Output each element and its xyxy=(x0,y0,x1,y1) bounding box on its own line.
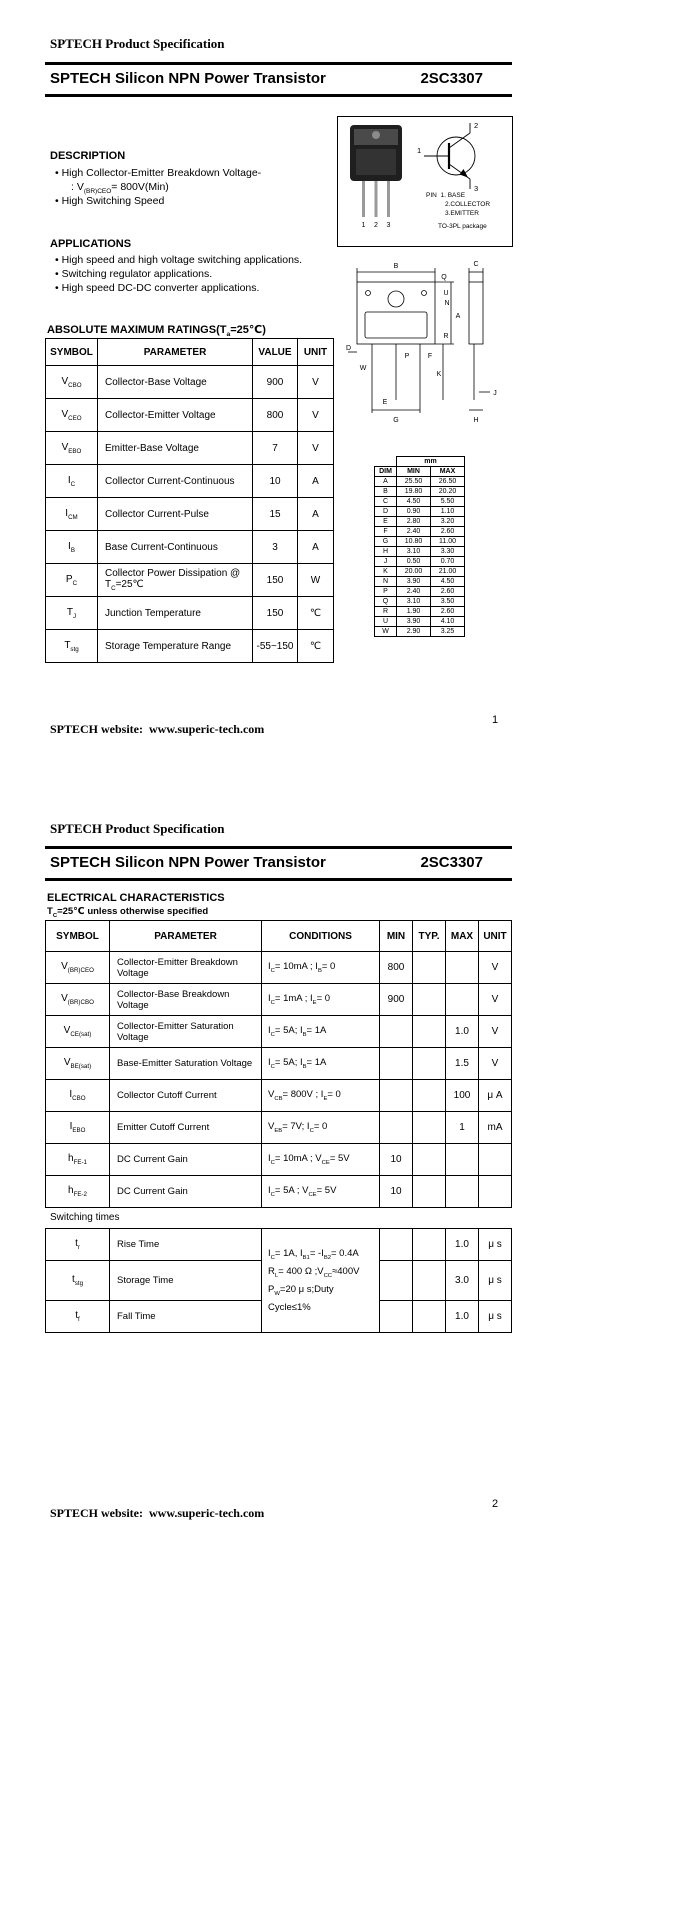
column-header: UNIT xyxy=(298,339,334,366)
table-cell: $I_{CM}$ xyxy=(46,498,98,531)
table-cell: DC Current Gain xyxy=(110,1176,262,1208)
table-cell: $I_{CBO}$ xyxy=(46,1080,110,1112)
table-cell: $V_{(BR)CBO}$ xyxy=(46,984,110,1016)
package-outline-drawing xyxy=(343,252,515,452)
pin-description xyxy=(426,191,510,231)
table-cell: 2.40 xyxy=(397,527,431,537)
dim-label: N xyxy=(444,300,450,307)
table-row xyxy=(375,567,465,577)
table-cell: N xyxy=(375,577,397,587)
table-cell: $I_C= 10mA$ ; $V_{CE}= 5V$ xyxy=(262,1144,380,1176)
table-cell: μ s xyxy=(479,1301,512,1333)
table-cell: H xyxy=(375,547,397,557)
table-row xyxy=(46,1048,512,1080)
dim-label: P xyxy=(404,353,410,360)
table-row xyxy=(375,607,465,617)
table-cell: 2.60 xyxy=(431,587,465,597)
table-cell: $I_C= 5A$ ; $V_{CE}= 5V$ xyxy=(262,1176,380,1208)
table-cell: V xyxy=(298,432,334,465)
table-cell: Junction Temperature xyxy=(98,597,253,630)
table-cell xyxy=(446,1144,479,1176)
table-cell: $P_C$ xyxy=(46,564,98,597)
footer-label: SPTECH website: xyxy=(50,1506,143,1520)
table-cell: 10 xyxy=(253,465,298,498)
abs-max-heading: ABSOLUTE MAXIMUM $RATINGS(T_a=25℃)$ xyxy=(47,324,266,339)
table-cell: 2.60 xyxy=(431,607,465,617)
table-cell xyxy=(380,1080,413,1112)
table-cell: 10.80 xyxy=(397,537,431,547)
table-cell: U xyxy=(375,617,397,627)
table-cell: 25.50 xyxy=(397,477,431,487)
table-cell: Fall Time xyxy=(110,1301,262,1333)
table-cell: $V_{CEO}$ xyxy=(46,399,98,432)
table-cell: 2.80 xyxy=(397,517,431,527)
table-cell: 26.50 xyxy=(431,477,465,487)
dim-label: G xyxy=(393,417,399,424)
table-cell: 1.0 xyxy=(446,1229,479,1261)
table-cell: P xyxy=(375,587,397,597)
table-cell: 3.10 xyxy=(397,547,431,557)
page1-number: 1 xyxy=(492,714,499,726)
dim-label: F xyxy=(427,353,433,360)
table-row xyxy=(46,1144,512,1176)
table-row xyxy=(46,366,334,399)
table-cell: A xyxy=(298,498,334,531)
title-rule-top xyxy=(45,846,512,849)
column-header: PARAMETER xyxy=(110,921,262,952)
dim-label: U xyxy=(443,290,449,297)
applications-heading: APPLICATIONS xyxy=(50,238,132,250)
table-row xyxy=(375,617,465,627)
table-cell: A xyxy=(375,477,397,487)
table-cell xyxy=(413,1301,446,1333)
table-cell: 4.10 xyxy=(431,617,465,627)
table-row xyxy=(46,984,512,1016)
table-cell xyxy=(479,1176,512,1208)
table-cell: W xyxy=(298,564,334,597)
table-cell xyxy=(380,1112,413,1144)
empty-cell xyxy=(375,457,397,467)
description-line: • High Collector-Emitter Breakdown Voltage- xyxy=(55,167,262,179)
pin-line: 2.COLLECTOR xyxy=(445,201,491,208)
package-photo xyxy=(344,121,408,231)
table-cell: $I_C= 5A$; $I_B= 1A$ xyxy=(262,1048,380,1080)
table-row xyxy=(375,477,465,487)
description-line: : $V_{(BR)CEO}= 800V(Min)$ xyxy=(71,181,169,196)
table-cell: Collector-Emitter Saturation Voltage xyxy=(110,1016,262,1048)
table-cell: 15 xyxy=(253,498,298,531)
table-row xyxy=(46,597,334,630)
symbol-pin-number: 3 xyxy=(474,184,479,193)
table-cell: V xyxy=(479,1016,512,1048)
table-cell: $V_{EBO}$ xyxy=(46,432,98,465)
table-cell: 4.50 xyxy=(431,577,465,587)
column-header: SYMBOL xyxy=(46,339,98,366)
table-cell: Collector-Base Breakdown Voltage xyxy=(110,984,262,1016)
table-cell: ℃ xyxy=(298,630,334,663)
table-cell: 3.20 xyxy=(431,517,465,527)
table-cell xyxy=(413,1048,446,1080)
table-cell: Collector Cutoff Current xyxy=(110,1080,262,1112)
table-cell: A xyxy=(298,531,334,564)
lead-number: 2 xyxy=(374,222,378,229)
footer-url: www.superic-tech.com xyxy=(149,1506,265,1520)
electrical-subheading: $T_C=25℃$ unless otherwise specified xyxy=(47,906,209,919)
table-cell xyxy=(413,1144,446,1176)
table-cell: Collector-Base Voltage xyxy=(98,366,253,399)
application-line: • Switching regulator applications. xyxy=(55,268,213,280)
table-row xyxy=(46,1080,512,1112)
column-header: UNIT xyxy=(479,921,512,952)
package-name: TO-3PL package xyxy=(438,223,487,230)
table-cell: 2.40 xyxy=(397,587,431,597)
page2-footer xyxy=(50,1506,264,1521)
table-cell: 3.0 xyxy=(446,1261,479,1301)
table-cell: μ s xyxy=(479,1229,512,1261)
table-cell: $t_{stg}$ xyxy=(46,1261,110,1301)
page1-doc-header: SPTECH Product Specification xyxy=(50,36,225,51)
table-cell: 3.90 xyxy=(397,617,431,627)
column-header: MIN xyxy=(397,467,431,477)
table-cell: 10 xyxy=(380,1144,413,1176)
table-cell: $I_B$ xyxy=(46,531,98,564)
table-cell: ℃ xyxy=(298,597,334,630)
table-cell: $V_{EB}= 7V$; $I_C= 0$ xyxy=(262,1112,380,1144)
electrical-heading: ELECTRICAL CHARACTERISTICS xyxy=(47,892,225,904)
table-cell: $T_J$ xyxy=(46,597,98,630)
table-cell xyxy=(446,1176,479,1208)
table-row xyxy=(46,498,334,531)
table-row xyxy=(46,1016,512,1048)
table-cell xyxy=(413,952,446,984)
column-header: MIN xyxy=(380,921,413,952)
dim-label: J xyxy=(493,390,497,397)
table-cell xyxy=(380,1301,413,1333)
column-header: CONDITIONS xyxy=(262,921,380,952)
table-cell: V xyxy=(298,399,334,432)
table-row xyxy=(46,531,334,564)
table-cell: 1.90 xyxy=(397,607,431,617)
table-cell xyxy=(413,1016,446,1048)
table-cell: $t_f$ xyxy=(46,1301,110,1333)
table-cell xyxy=(380,1261,413,1301)
description-heading: DESCRIPTION xyxy=(50,150,126,162)
title-rule-bottom xyxy=(45,878,512,881)
footer-label: SPTECH website: xyxy=(50,722,143,736)
table-cell: $h_{FE-1}$ xyxy=(46,1144,110,1176)
table-cell: V xyxy=(298,366,334,399)
package-overview-box xyxy=(337,116,513,247)
table-cell: R xyxy=(375,607,397,617)
condition-line: $R_L= 400$ Ω $;V_{CC}\approx 400V$ xyxy=(268,1266,360,1279)
table-cell: F xyxy=(375,527,397,537)
dim-label: K xyxy=(436,371,442,378)
table-cell: 5.50 xyxy=(431,497,465,507)
table-cell: μ s xyxy=(479,1261,512,1301)
column-header: MAX xyxy=(431,467,465,477)
table-cell: 0.70 xyxy=(431,557,465,567)
table-cell: $V_{CBO}$ xyxy=(46,366,98,399)
table-cell xyxy=(413,1080,446,1112)
table-cell: D xyxy=(375,507,397,517)
table-cell: Collector Current-Continuous xyxy=(98,465,253,498)
table-cell: $h_{FE-2}$ xyxy=(46,1176,110,1208)
table-cell: 20.20 xyxy=(431,487,465,497)
table-cell: DC Current Gain xyxy=(110,1144,262,1176)
pin-line xyxy=(426,191,510,200)
table-header-row xyxy=(46,339,334,366)
table-cell: 2.90 xyxy=(397,627,431,637)
table-cell: V xyxy=(479,1048,512,1080)
lead-number: 1 xyxy=(361,222,366,229)
table-cell: J xyxy=(375,557,397,567)
table-cell xyxy=(446,984,479,1016)
absolute-maximum-ratings-table xyxy=(45,338,334,663)
page2-number: 2 xyxy=(492,1498,499,1510)
table-row xyxy=(375,487,465,497)
table-row xyxy=(46,1176,512,1208)
table-cell: A xyxy=(298,465,334,498)
table-cell: Collector-Emitter Breakdown Voltage xyxy=(110,952,262,984)
table-cell: 0.90 xyxy=(397,507,431,517)
table-cell: 4.50 xyxy=(397,497,431,507)
column-header: PARAMETER xyxy=(98,339,253,366)
npn-symbol xyxy=(412,119,508,193)
table-cell xyxy=(380,1016,413,1048)
table-row xyxy=(375,597,465,607)
pin-line: 3.EMITTER xyxy=(445,210,479,217)
table-header-row xyxy=(46,921,512,952)
table-row xyxy=(375,577,465,587)
table-cell: 100 xyxy=(446,1080,479,1112)
title-rule-bottom xyxy=(45,94,512,97)
table-cell: 800 xyxy=(253,399,298,432)
table-cell: 1 xyxy=(446,1112,479,1144)
table-cell xyxy=(380,1048,413,1080)
table-cell: 3.25 xyxy=(431,627,465,637)
column-header: DIM xyxy=(375,467,397,477)
table-cell: $V_{BE(sat)}$ xyxy=(46,1048,110,1080)
table-cell: K xyxy=(375,567,397,577)
table-cell: Base Current-Continuous xyxy=(98,531,253,564)
table-cell: 20.00 xyxy=(397,567,431,577)
unit-header: mm xyxy=(397,457,465,467)
table-cell: 21.00 xyxy=(431,567,465,577)
table-row xyxy=(375,507,465,517)
pin-header: PIN xyxy=(426,192,437,199)
table-cell: $T_{stg}$ xyxy=(46,630,98,663)
dim-label: R xyxy=(443,333,449,340)
table-cell: Rise Time xyxy=(110,1229,262,1261)
table-cell: 1.0 xyxy=(446,1301,479,1333)
table-row xyxy=(46,564,334,597)
table-cell: W xyxy=(375,627,397,637)
page1-footer xyxy=(50,722,264,737)
table-cell: 2.60 xyxy=(431,527,465,537)
table-cell: Collector Power Dissipation @ $T_C=25℃$ xyxy=(98,564,253,597)
dim-label: Q xyxy=(441,274,447,281)
table-cell xyxy=(380,1229,413,1261)
electrical-characteristics-table xyxy=(45,920,512,1208)
dim-label: E xyxy=(382,399,388,406)
table-cell: B xyxy=(375,487,397,497)
table-cell: $V_{CB}= 800V$ ; $I_E= 0$ xyxy=(262,1080,380,1112)
table-row xyxy=(375,497,465,507)
table-cell: 3 xyxy=(253,531,298,564)
column-header: MAX xyxy=(446,921,479,952)
table-cell: 3.50 xyxy=(431,597,465,607)
table-cell: G xyxy=(375,537,397,547)
table-cell: $I_C= 10mA$ ; $I_B= 0$ xyxy=(262,952,380,984)
table-cell: $I_C= 1mA$ ; $I_E= 0$ xyxy=(262,984,380,1016)
dim-label: B xyxy=(393,263,399,270)
table-cell: 900 xyxy=(380,984,413,1016)
condition-line: $P_W=20$ μ s;Duty Cycle≤1% xyxy=(268,1283,334,1313)
table-cell: 3.90 xyxy=(397,577,431,587)
table-cell: Collector Current-Pulse xyxy=(98,498,253,531)
dim-label: A xyxy=(455,313,461,320)
table-cell xyxy=(446,952,479,984)
description-line: • High Switching Speed xyxy=(55,195,165,207)
table-cell xyxy=(479,1144,512,1176)
table-cell: μ A xyxy=(479,1080,512,1112)
table-cell: mA xyxy=(479,1112,512,1144)
table-cell: Emitter-Base Voltage xyxy=(98,432,253,465)
table-row xyxy=(46,952,512,984)
table-cell: 19.80 xyxy=(397,487,431,497)
table-row xyxy=(46,630,334,663)
dim-label: D xyxy=(346,345,352,352)
table-cell: 800 xyxy=(380,952,413,984)
table-cell: E xyxy=(375,517,397,527)
condition-line: $I_C= 1A$, $I_{B1}= -I_{B2}= 0.4A$ xyxy=(268,1248,359,1262)
table-cell xyxy=(413,1176,446,1208)
symbol-pin-number: 2 xyxy=(474,121,479,130)
table-cell xyxy=(413,1229,446,1261)
table-row xyxy=(46,432,334,465)
table-cell: 11.00 xyxy=(431,537,465,547)
page2-part-number: 2SC3307 xyxy=(420,854,483,871)
table-cell: $V_{CE(sat)}$ xyxy=(46,1016,110,1048)
table-cell: $t_r$ xyxy=(46,1229,110,1261)
table-row xyxy=(46,465,334,498)
table-row xyxy=(46,1112,512,1144)
table-cell: 3.10 xyxy=(397,597,431,607)
table-row xyxy=(375,557,465,567)
table-row xyxy=(375,547,465,557)
table-cell: $I_C$ xyxy=(46,465,98,498)
table-cell: $I_C= 5A$; $I_B= 1A$ xyxy=(262,1016,380,1048)
table-row xyxy=(375,537,465,547)
table-cell: V xyxy=(479,984,512,1016)
title-rule-top xyxy=(45,62,512,65)
table-cell: C xyxy=(375,497,397,507)
column-header: TYP. xyxy=(413,921,446,952)
conditions-cell xyxy=(262,1229,380,1333)
footer-url: www.superic-tech.com xyxy=(149,722,265,736)
table-cell: Base-Emitter Saturation Voltage xyxy=(110,1048,262,1080)
table-row xyxy=(46,1229,512,1261)
table-cell: $V_{(BR)CEO}$ xyxy=(46,952,110,984)
table-cell: 0.50 xyxy=(397,557,431,567)
page1-title: SPTECH Silicon NPN Power Transistor xyxy=(50,70,326,87)
symbol-pin-number: 1 xyxy=(417,146,422,155)
dim-label: C xyxy=(473,261,479,268)
table-cell: Storage Temperature Range xyxy=(98,630,253,663)
table-row xyxy=(375,587,465,597)
table-cell: V xyxy=(479,952,512,984)
table-cell: 1.10 xyxy=(431,507,465,517)
table-cell xyxy=(413,1112,446,1144)
table-cell: -55~150 xyxy=(253,630,298,663)
application-line: • High speed DC-DC converter applications. xyxy=(55,282,260,294)
switching-times-heading: Switching times xyxy=(50,1212,120,1223)
table-cell: Storage Time xyxy=(110,1261,262,1301)
application-line: • High speed and high voltage switching applications. xyxy=(55,254,303,266)
lead-number: 3 xyxy=(386,222,391,229)
dimensions-table xyxy=(374,456,465,637)
table-row xyxy=(375,527,465,537)
table-cell: 900 xyxy=(253,366,298,399)
table-row xyxy=(46,399,334,432)
column-header: SYMBOL xyxy=(46,921,110,952)
column-header: VALUE xyxy=(253,339,298,366)
table-cell xyxy=(413,984,446,1016)
page2-doc-header: SPTECH Product Specification xyxy=(50,821,225,836)
table-cell: 10 xyxy=(380,1176,413,1208)
pin-line-text: 1. BASE xyxy=(440,192,466,199)
table-cell: 150 xyxy=(253,597,298,630)
page1-part-number: 2SC3307 xyxy=(420,70,483,87)
table-cell: Q xyxy=(375,597,397,607)
dim-label: H xyxy=(473,417,479,424)
table-cell: $I_{EBO}$ xyxy=(46,1112,110,1144)
table-header-row xyxy=(375,467,465,477)
table-cell xyxy=(413,1261,446,1301)
table-cell: 7 xyxy=(253,432,298,465)
table-cell: Emitter Cutoff Current xyxy=(110,1112,262,1144)
table-header-row xyxy=(375,457,465,467)
table-cell: 150 xyxy=(253,564,298,597)
table-cell: Collector-Emitter Voltage xyxy=(98,399,253,432)
switching-times-table xyxy=(45,1228,512,1333)
table-row xyxy=(375,517,465,527)
page2-title: SPTECH Silicon NPN Power Transistor xyxy=(50,854,326,871)
dim-label: W xyxy=(359,365,367,372)
table-row xyxy=(375,627,465,637)
table-cell: 1.0 xyxy=(446,1016,479,1048)
table-cell: 3.30 xyxy=(431,547,465,557)
table-cell: 1.5 xyxy=(446,1048,479,1080)
